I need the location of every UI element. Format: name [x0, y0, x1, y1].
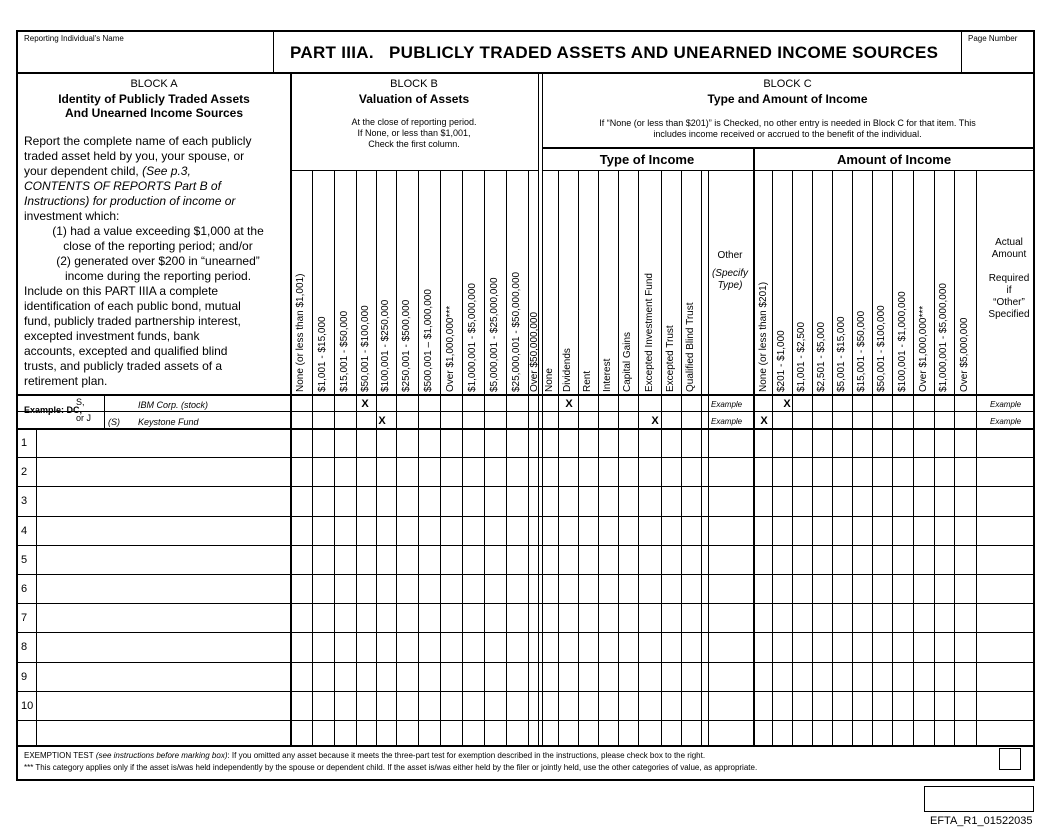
- example-asset-1: IBM Corp. (stock): [138, 400, 209, 410]
- example1-value-mark: X: [361, 398, 369, 410]
- asset-name-field[interactable]: [37, 692, 289, 719]
- income-amount-column-header-text: $1,000,001 - $5,000,000: [938, 283, 949, 392]
- actual-amount-header: [984, 237, 1034, 321]
- disclosure-form: [16, 30, 1035, 781]
- example-asset-2: Keystone Fund: [138, 417, 199, 427]
- example2-amount-mark: X: [760, 415, 768, 427]
- income-amount-column-header-text: $100,001 - $1,000,000: [896, 291, 908, 392]
- other-header: Other (Specify Type): [711, 250, 749, 291]
- income-amount-column-header-text: $15,001 - $50,000: [856, 310, 867, 392]
- block-a-label: BLOCK A: [130, 78, 178, 90]
- exemption-checkbox[interactable]: [999, 748, 1021, 770]
- asset-name-field[interactable]: [37, 517, 289, 544]
- stamp-box: [924, 786, 1034, 812]
- row-number: 2: [21, 466, 28, 478]
- value-column-header-text: $50,001 - $100,000: [360, 305, 371, 392]
- block-a-line: traded asset held by you, your spouse, or: [24, 149, 245, 163]
- value-column-header-text: None (or less than $1,001): [295, 273, 306, 392]
- block-b-title: Valuation of Assets: [358, 92, 470, 106]
- example1-amount-mark: X: [783, 398, 791, 410]
- block-a-title1: Identity of Publicly Traded Assets: [58, 92, 250, 106]
- asset-name-field[interactable]: [37, 546, 289, 573]
- block-c-title: Type and Amount of Income: [707, 92, 868, 106]
- part-title: PART IIIA. PUBLICLY TRADED ASSETS AND UNEARNED INCOME SOURCES: [290, 43, 939, 62]
- actual-amount-line: “Other”: [993, 297, 1025, 308]
- block-a-line: trusts, and publicly traded assets of a: [24, 359, 223, 373]
- block-b-note: At the close of reporting period. If None, or less than $1,001, Check the first column.: [351, 117, 477, 149]
- asset-name-field[interactable]: [37, 429, 289, 456]
- block-a-line: Instructions) for production of income or: [24, 194, 236, 208]
- block-b-label: BLOCK B: [390, 78, 438, 90]
- asset-name-field[interactable]: [37, 633, 289, 660]
- income-type-column-header-text: None: [544, 368, 555, 392]
- amount-of-income-header: Amount of Income: [836, 152, 952, 167]
- example-other-2: Example: [711, 417, 743, 426]
- example-owner-2: (S): [108, 417, 120, 427]
- row-number: 4: [21, 525, 28, 537]
- income-amount-column-header-text: $50,001 - $100,000: [876, 305, 887, 392]
- footnote-text: *** This category applies only if the asset is/was held independently by the spouse or dependent child. If the asset is/was either held by the filer or jointly held, use the other categories of value, as appropriate.: [24, 763, 758, 772]
- asset-name-field[interactable]: [37, 604, 289, 631]
- value-column-header-text: $500,001 – $1,000,000: [423, 289, 434, 392]
- block-c-label: BLOCK C: [763, 78, 812, 90]
- block-a-line: close of the reporting period; and/or: [63, 239, 253, 253]
- value-column-header-text: $1,001 - $15,000: [317, 316, 328, 392]
- block-a-line: income during the reporting period.: [64, 269, 252, 283]
- page-number-label: Page Number: [968, 34, 1018, 43]
- example-code-s: S,: [76, 397, 85, 407]
- example-other-1: Example: [711, 400, 743, 409]
- example1-type-mark: X: [565, 398, 573, 410]
- name-label: Reporting Individual's Name: [24, 34, 124, 43]
- row-number: 5: [21, 554, 28, 566]
- value-column-header-text: Over $50,000,000: [529, 311, 540, 392]
- block-a-line: identification of each public bond, mutual: [24, 299, 241, 313]
- example2-value-mark: X: [378, 415, 386, 427]
- income-type-column-header-text: Qualified Blind Trust: [685, 302, 696, 392]
- row-number: 10: [21, 700, 34, 712]
- example-actual-1: Example: [990, 400, 1022, 409]
- block-a-line: retirement plan.: [24, 374, 108, 388]
- row-number: 8: [21, 641, 28, 653]
- example-label: Example: DC,: [24, 405, 83, 415]
- income-type-column-header-text: Excepted Investment Fund: [643, 273, 655, 392]
- row-number: 7: [21, 612, 28, 624]
- actual-amount-line: Amount: [991, 249, 1027, 260]
- document-id: EFTA_R1_01522035: [930, 815, 1033, 827]
- example2-type-mark: X: [651, 415, 659, 427]
- value-column-header-text: $100,001 - $250,000: [380, 299, 391, 392]
- type-of-income-header: Type of Income: [599, 152, 695, 167]
- income-type-column-header-text: Capital Gains: [622, 331, 633, 392]
- block-a-line: CONTENTS OF REPORTS Part B of: [24, 179, 221, 193]
- asset-name-field[interactable]: [37, 663, 289, 690]
- block-a-line: Include on this PART IIIA a complete: [24, 284, 219, 298]
- asset-name-field[interactable]: [37, 458, 289, 485]
- value-column-header-text: $5,000,001 - $25,000,000: [489, 277, 500, 392]
- actual-amount-line: Required: [988, 273, 1030, 284]
- block-a-title2: And Unearned Income Sources: [64, 106, 244, 120]
- row-number: 6: [21, 583, 28, 595]
- row-number: 9: [21, 671, 28, 683]
- block-a-line: accounts, excepted and qualified blind: [24, 344, 228, 358]
- example-actual-2: Example: [990, 417, 1022, 426]
- row-number: 1: [21, 437, 28, 449]
- value-column-header-text: $15,001 - $50,000: [339, 310, 350, 392]
- block-a-line: your dependent child, (See p.3,: [24, 164, 191, 178]
- income-amount-column-header-text: Over $1,000,000***: [917, 305, 929, 392]
- block-a-line: Report the complete name of each publicly: [24, 134, 252, 148]
- block-c-note: If “None (or less than $201)” is Checked, no other entry is needed in Block C for that item. This includes income received or accrued to the benefit of the individual.: [599, 118, 976, 139]
- income-type-column-header-text: Interest: [602, 358, 613, 392]
- actual-amount-line: Specified: [988, 309, 1030, 320]
- income-amount-column-header-text: Over $5,000,000: [959, 317, 970, 392]
- exemption-test-text: EXEMPTION TEST (see instructions before marking box): If you omitted any asset because it meets the three-part test for exemption described in the instructions, please check box to the right.: [24, 751, 706, 760]
- income-amount-column-header-text: None (or less than $201): [757, 281, 769, 392]
- asset-name-field[interactable]: [37, 575, 289, 602]
- income-type-column-header-text: Dividends: [562, 348, 573, 392]
- block-a-line: investment which:: [24, 209, 120, 223]
- income-amount-column-header-text: $1,001 - $2,500: [796, 321, 807, 392]
- actual-amount-line: [984, 261, 1034, 273]
- value-column-header-text: Over $1,000,000***: [445, 305, 456, 392]
- income-amount-column-header-text: $201 - $1,000: [776, 330, 787, 392]
- value-column-header-text: $1,000,001 - $5,000,000: [467, 283, 478, 392]
- asset-name-field[interactable]: [37, 487, 289, 514]
- block-a-line: fund, publicly traded partnership interest,: [24, 314, 241, 328]
- block-a-line: excepted investment funds, bank: [24, 329, 200, 343]
- example-code-j: or J: [76, 413, 92, 423]
- value-column-header-text: $250,001 - $500,000: [401, 299, 412, 392]
- value-column-header-text: $25,000,001 - $50,000,000: [511, 271, 522, 392]
- actual-amount-line: Actual: [995, 237, 1023, 248]
- block-a-instructions: [24, 134, 292, 389]
- actual-amount-line: if: [1006, 285, 1012, 296]
- income-amount-column-header-text: $2,501 - $5,000: [816, 321, 827, 392]
- row-number: 3: [21, 495, 28, 507]
- income-type-column-header-text: Rent: [582, 370, 593, 392]
- income-type-column-header-text: Excepted Trust: [665, 325, 676, 392]
- block-a-line: (1) had a value exceeding $1,000 at the: [52, 224, 264, 238]
- block-a-line: (2) generated over $200 in “unearned”: [56, 254, 260, 268]
- income-amount-column-header-text: $5,001 - $15,000: [836, 316, 847, 392]
